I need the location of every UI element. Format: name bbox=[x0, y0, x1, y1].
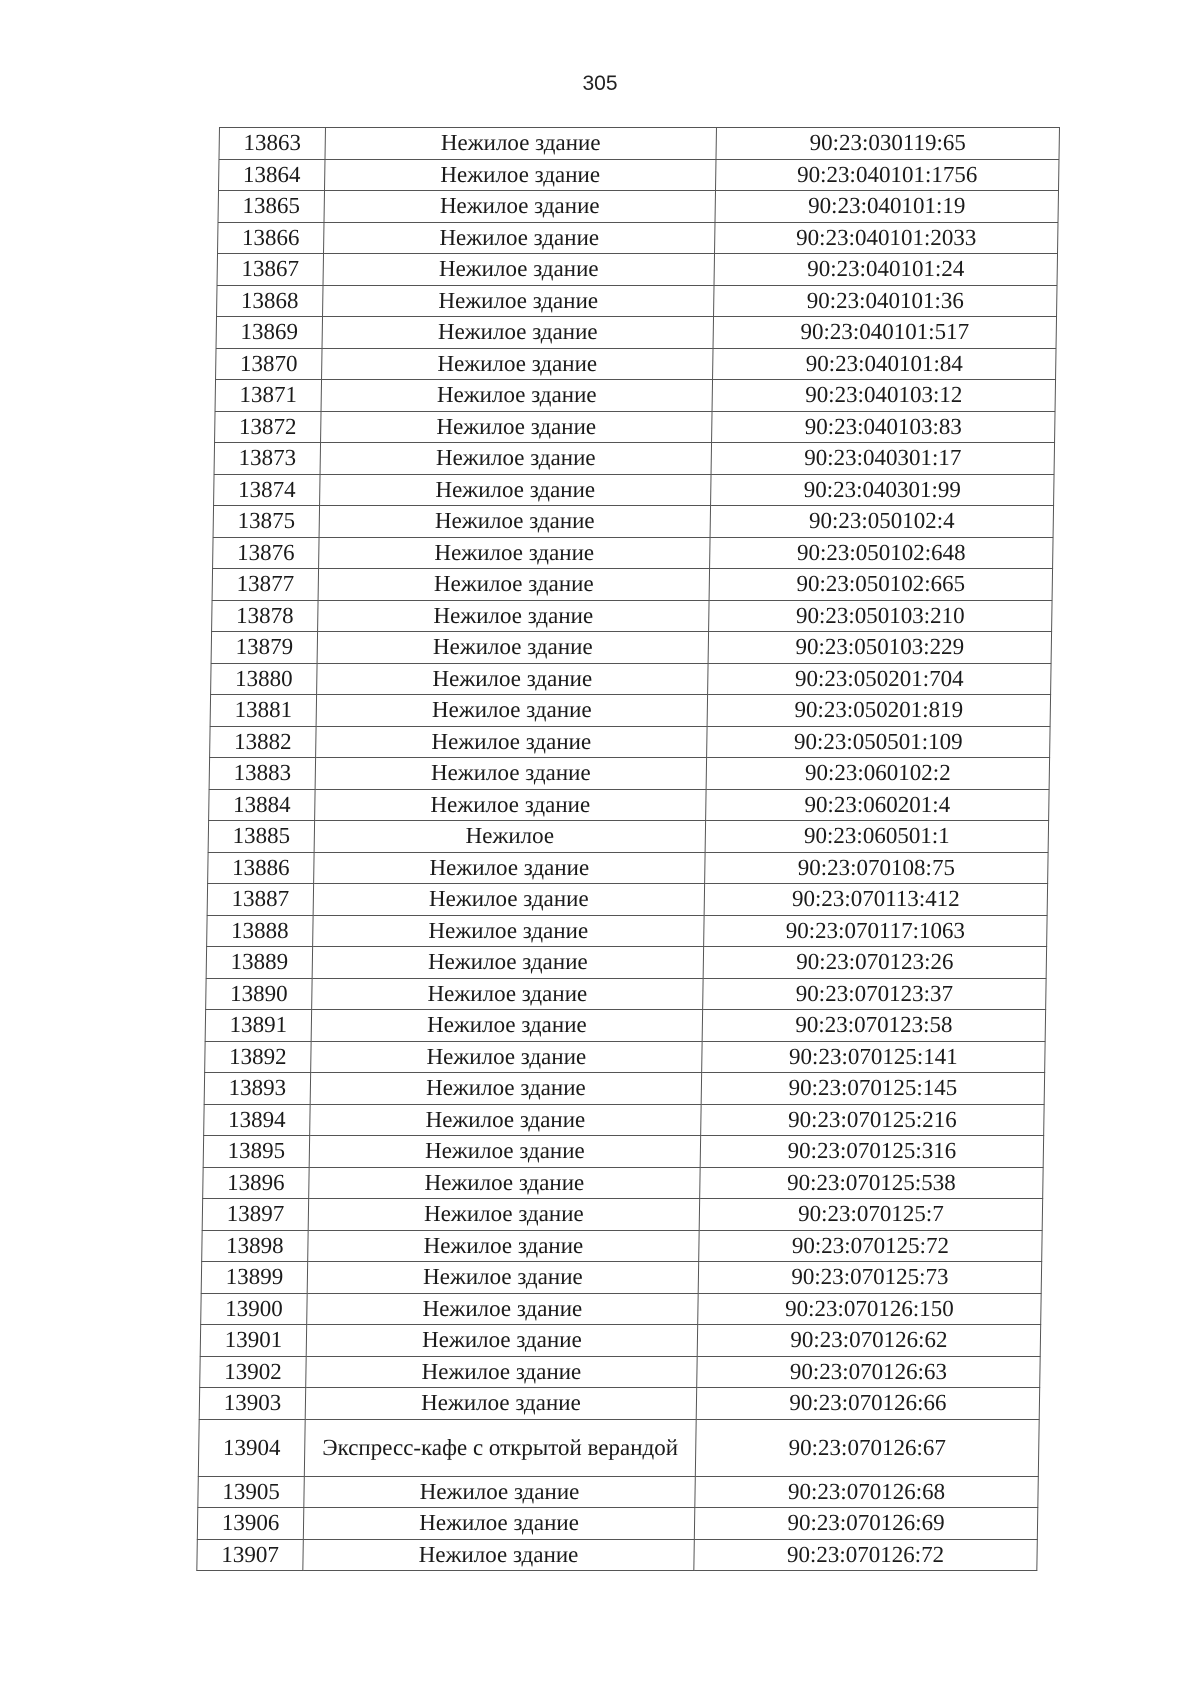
object-name-cell: Нежилое здание bbox=[310, 1104, 701, 1136]
cadastral-number-cell: 90:23:070126:66 bbox=[696, 1388, 1039, 1420]
table-row bbox=[214, 443, 1054, 475]
row-number-cell: 13903 bbox=[199, 1388, 305, 1420]
table-row bbox=[209, 789, 1049, 821]
row-number-cell: 13904 bbox=[198, 1419, 305, 1476]
object-name-cell: Нежилое здание bbox=[322, 317, 713, 349]
row-number-cell: 13882 bbox=[210, 726, 316, 758]
object-name-cell: Нежилое здание bbox=[322, 348, 713, 380]
table-row bbox=[219, 128, 1059, 160]
cadastral-number-cell: 90:23:070126:69 bbox=[694, 1508, 1037, 1540]
table-row bbox=[211, 632, 1051, 664]
object-name-cell: Нежилое здание bbox=[312, 947, 703, 979]
cadastral-number-cell: 90:23:030119:65 bbox=[716, 128, 1059, 160]
table-row bbox=[207, 915, 1047, 947]
object-name-cell: Нежилое здание bbox=[323, 285, 714, 317]
cadastral-number-cell: 90:23:050102:4 bbox=[710, 506, 1053, 538]
object-name-cell: Нежилое bbox=[314, 821, 705, 853]
row-number-cell: 13894 bbox=[204, 1104, 310, 1136]
row-number-cell: 13900 bbox=[201, 1293, 307, 1325]
page-number: 305 bbox=[582, 72, 618, 95]
table-row bbox=[207, 884, 1047, 916]
cadastral-number-cell: 90:23:070123:26 bbox=[703, 947, 1046, 979]
table-row bbox=[204, 1104, 1044, 1136]
cadastral-number-cell: 90:23:070125:141 bbox=[702, 1041, 1045, 1073]
object-name-cell: Нежилое здание bbox=[321, 380, 712, 412]
table-row bbox=[215, 411, 1055, 443]
row-number-cell: 13880 bbox=[211, 663, 317, 695]
row-number-cell: 13885 bbox=[208, 821, 314, 853]
table-row bbox=[210, 726, 1050, 758]
row-number-cell: 13886 bbox=[208, 852, 314, 884]
object-name-cell: Нежилое здание bbox=[324, 222, 715, 254]
cadastral-number-cell: 90:23:040101:84 bbox=[713, 348, 1056, 380]
cadastral-number-cell: 90:23:050201:704 bbox=[708, 663, 1051, 695]
object-name-cell: Экспресс-кафе с открытой верандой bbox=[304, 1419, 696, 1476]
object-name-cell: Нежилое здание bbox=[318, 600, 709, 632]
row-number-cell: 13878 bbox=[212, 600, 318, 632]
row-number-cell: 13883 bbox=[209, 758, 315, 790]
cadastral-number-cell: 90:23:040101:24 bbox=[714, 254, 1057, 286]
row-number-cell: 13863 bbox=[219, 128, 325, 160]
object-name-cell: Нежилое здание bbox=[316, 695, 707, 727]
row-number-cell: 13872 bbox=[215, 411, 321, 443]
row-number-cell: 13865 bbox=[218, 191, 324, 223]
row-number-cell: 13888 bbox=[207, 915, 313, 947]
object-name-cell: Нежилое здание bbox=[311, 1010, 702, 1042]
table-row bbox=[201, 1293, 1041, 1325]
cadastral-number-cell: 90:23:070126:62 bbox=[697, 1325, 1040, 1357]
table-row bbox=[206, 978, 1046, 1010]
table-row bbox=[197, 1508, 1037, 1540]
row-number-cell: 13906 bbox=[197, 1508, 303, 1540]
cadastral-number-cell: 90:23:060201:4 bbox=[706, 789, 1049, 821]
cadastral-number-cell: 90:23:070125:538 bbox=[700, 1167, 1043, 1199]
row-number-cell: 13890 bbox=[206, 978, 312, 1010]
object-name-cell: Нежилое здание bbox=[306, 1356, 697, 1388]
cadastral-number-cell: 90:23:050102:665 bbox=[709, 569, 1052, 601]
row-number-cell: 13895 bbox=[203, 1136, 309, 1168]
table-row bbox=[219, 159, 1059, 191]
cadastral-number-cell: 90:23:070113:412 bbox=[704, 884, 1047, 916]
table-row bbox=[199, 1388, 1039, 1420]
cadastral-number-cell: 90:23:070125:145 bbox=[701, 1073, 1044, 1105]
table-row bbox=[210, 695, 1050, 727]
table-row bbox=[218, 191, 1058, 223]
row-number-cell: 13902 bbox=[200, 1356, 306, 1388]
object-name-cell: Нежилое здание bbox=[312, 978, 703, 1010]
cadastral-number-cell: 90:23:040103:12 bbox=[712, 380, 1055, 412]
row-number-cell: 13898 bbox=[202, 1230, 308, 1262]
object-name-cell: Нежилое здание bbox=[307, 1293, 698, 1325]
object-name-cell: Нежилое здание bbox=[320, 474, 711, 506]
table-row bbox=[215, 380, 1055, 412]
table-row bbox=[200, 1356, 1040, 1388]
registry-table-body bbox=[197, 128, 1060, 1571]
table-row bbox=[209, 758, 1049, 790]
cadastral-number-cell: 90:23:050201:819 bbox=[707, 695, 1050, 727]
row-number-cell: 13905 bbox=[198, 1476, 304, 1508]
row-number-cell: 13869 bbox=[216, 317, 322, 349]
table-row bbox=[203, 1167, 1043, 1199]
row-number-cell: 13893 bbox=[204, 1073, 310, 1105]
object-name-cell: Нежилое здание bbox=[307, 1262, 698, 1294]
object-name-cell: Нежилое здание bbox=[323, 254, 714, 286]
table-row bbox=[211, 663, 1051, 695]
cadastral-number-cell: 90:23:040101:19 bbox=[715, 191, 1058, 223]
cadastral-number-cell: 90:23:070123:37 bbox=[703, 978, 1046, 1010]
row-number-cell: 13868 bbox=[217, 285, 323, 317]
object-name-cell: Нежилое здание bbox=[311, 1041, 702, 1073]
cadastral-number-cell: 90:23:040101:1756 bbox=[716, 159, 1059, 191]
object-name-cell: Нежилое здание bbox=[316, 726, 707, 758]
cadastral-number-cell: 90:23:040101:2033 bbox=[715, 222, 1058, 254]
row-number-cell: 13870 bbox=[216, 348, 322, 380]
object-name-cell: Нежилое здание bbox=[317, 663, 708, 695]
table-row bbox=[197, 1539, 1037, 1571]
row-number-cell: 13901 bbox=[200, 1325, 306, 1357]
table-row bbox=[208, 821, 1048, 853]
cadastral-number-cell: 90:23:040101:517 bbox=[713, 317, 1056, 349]
object-name-cell: Нежилое здание bbox=[310, 1073, 701, 1105]
cadastral-number-cell: 90:23:050501:109 bbox=[707, 726, 1050, 758]
table-row bbox=[214, 474, 1054, 506]
row-number-cell: 13899 bbox=[201, 1262, 307, 1294]
table-row bbox=[208, 852, 1048, 884]
table-row bbox=[198, 1419, 1039, 1476]
table-row bbox=[206, 947, 1046, 979]
cadastral-number-cell: 90:23:070108:75 bbox=[705, 852, 1048, 884]
table-row bbox=[218, 222, 1058, 254]
cadastral-number-cell: 90:23:040101:36 bbox=[714, 285, 1057, 317]
table-row bbox=[216, 317, 1056, 349]
cadastral-number-cell: 90:23:070125:7 bbox=[699, 1199, 1042, 1231]
cadastral-number-cell: 90:23:070125:72 bbox=[699, 1230, 1042, 1262]
row-number-cell: 13897 bbox=[202, 1199, 308, 1231]
row-number-cell: 13892 bbox=[205, 1041, 311, 1073]
row-number-cell: 13874 bbox=[214, 474, 320, 506]
row-number-cell: 13873 bbox=[214, 443, 320, 475]
cadastral-number-cell: 90:23:070123:58 bbox=[702, 1010, 1045, 1042]
cadastral-number-cell: 90:23:070125:73 bbox=[698, 1262, 1041, 1294]
object-name-cell: Нежилое здание bbox=[324, 191, 715, 223]
table-row bbox=[217, 254, 1057, 286]
table-row bbox=[204, 1073, 1044, 1105]
object-name-cell: Нежилое здание bbox=[320, 443, 711, 475]
row-number-cell: 13871 bbox=[215, 380, 321, 412]
registry-table bbox=[196, 127, 1060, 1571]
cadastral-number-cell: 90:23:050102:648 bbox=[710, 537, 1053, 569]
object-name-cell: Нежилое здание bbox=[319, 537, 710, 569]
row-number-cell: 13881 bbox=[210, 695, 316, 727]
cadastral-number-cell: 90:23:040301:17 bbox=[711, 443, 1054, 475]
cadastral-number-cell: 90:23:060102:2 bbox=[706, 758, 1049, 790]
table-row bbox=[202, 1199, 1042, 1231]
object-name-cell: Нежилое здание bbox=[308, 1199, 699, 1231]
row-number-cell: 13876 bbox=[213, 537, 319, 569]
table-row bbox=[200, 1325, 1040, 1357]
table-row bbox=[202, 1230, 1042, 1262]
object-name-cell: Нежилое здание bbox=[309, 1136, 700, 1168]
object-name-cell: Нежилое здание bbox=[308, 1230, 699, 1262]
row-number-cell: 13879 bbox=[211, 632, 317, 664]
cadastral-number-cell: 90:23:060501:1 bbox=[705, 821, 1048, 853]
row-number-cell: 13866 bbox=[218, 222, 324, 254]
row-number-cell: 13864 bbox=[219, 159, 325, 191]
table-row bbox=[205, 1041, 1045, 1073]
object-name-cell: Нежилое здание bbox=[325, 159, 716, 191]
object-name-cell: Нежилое здание bbox=[319, 506, 710, 538]
object-name-cell: Нежилое здание bbox=[318, 569, 709, 601]
cadastral-number-cell: 90:23:070126:67 bbox=[695, 1419, 1039, 1476]
cadastral-number-cell: 90:23:070126:150 bbox=[698, 1293, 1041, 1325]
table-row bbox=[198, 1476, 1038, 1508]
object-name-cell: Нежилое здание bbox=[313, 884, 704, 916]
object-name-cell: Нежилое здание bbox=[304, 1476, 695, 1508]
table-row bbox=[216, 348, 1056, 380]
object-name-cell: Нежилое здание bbox=[306, 1325, 697, 1357]
cadastral-number-cell: 90:23:040301:99 bbox=[711, 474, 1054, 506]
object-name-cell: Нежилое здание bbox=[315, 789, 706, 821]
table-row bbox=[205, 1010, 1045, 1042]
cadastral-number-cell: 90:23:070117:1063 bbox=[704, 915, 1047, 947]
cadastral-number-cell: 90:23:050103:210 bbox=[709, 600, 1052, 632]
cadastral-number-cell: 90:23:070126:72 bbox=[694, 1539, 1037, 1571]
table-row bbox=[212, 569, 1052, 601]
object-name-cell: Нежилое здание bbox=[317, 632, 708, 664]
row-number-cell: 13891 bbox=[205, 1010, 311, 1042]
cadastral-number-cell: 90:23:070126:68 bbox=[695, 1476, 1038, 1508]
row-number-cell: 13867 bbox=[217, 254, 323, 286]
row-number-cell: 13907 bbox=[197, 1539, 303, 1571]
table-row bbox=[203, 1136, 1043, 1168]
object-name-cell: Нежилое здание bbox=[303, 1508, 694, 1540]
table-row bbox=[201, 1262, 1041, 1294]
cadastral-number-cell: 90:23:070125:216 bbox=[701, 1104, 1044, 1136]
row-number-cell: 13887 bbox=[207, 884, 313, 916]
object-name-cell: Нежилое здание bbox=[303, 1539, 694, 1571]
row-number-cell: 13884 bbox=[209, 789, 315, 821]
object-name-cell: Нежилое здание bbox=[315, 758, 706, 790]
object-name-cell: Нежилое здание bbox=[314, 852, 705, 884]
row-number-cell: 13875 bbox=[213, 506, 319, 538]
table-row bbox=[217, 285, 1057, 317]
table-row bbox=[213, 537, 1053, 569]
cadastral-number-cell: 90:23:040103:83 bbox=[712, 411, 1055, 443]
object-name-cell: Нежилое здание bbox=[321, 411, 712, 443]
row-number-cell: 13877 bbox=[212, 569, 318, 601]
object-name-cell: Нежилое здание bbox=[305, 1388, 696, 1420]
object-name-cell: Нежилое здание bbox=[309, 1167, 700, 1199]
cadastral-number-cell: 90:23:070125:316 bbox=[700, 1136, 1043, 1168]
cadastral-number-cell: 90:23:070126:63 bbox=[697, 1356, 1040, 1388]
object-name-cell: Нежилое здание bbox=[325, 128, 716, 160]
table-row bbox=[213, 506, 1053, 538]
row-number-cell: 13889 bbox=[206, 947, 312, 979]
object-name-cell: Нежилое здание bbox=[313, 915, 704, 947]
cadastral-number-cell: 90:23:050103:229 bbox=[708, 632, 1051, 664]
table-row bbox=[212, 600, 1052, 632]
row-number-cell: 13896 bbox=[203, 1167, 309, 1199]
